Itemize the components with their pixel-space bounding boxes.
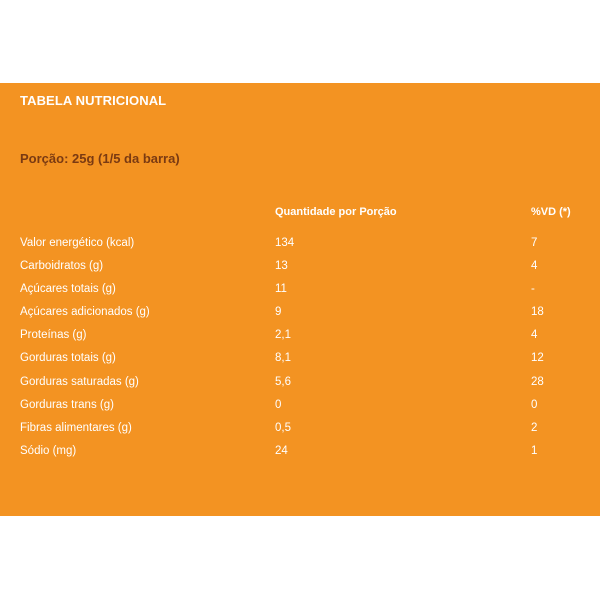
nutrient-quantity: 8,1 bbox=[275, 352, 291, 365]
nutrient-vd: 28 bbox=[531, 375, 544, 388]
nutrient-name: Carboidratos (g) bbox=[20, 260, 104, 273]
nutrient-vd: 2 bbox=[531, 421, 538, 434]
nutrient-vd: 4 bbox=[531, 329, 538, 342]
nutrient-vd: 4 bbox=[531, 260, 538, 273]
header-vd: %VD (*) bbox=[531, 206, 571, 218]
table-row bbox=[0, 445, 600, 468]
nutrient-name: Gorduras saturadas (g) bbox=[20, 375, 139, 388]
nutrient-vd: 1 bbox=[531, 444, 538, 457]
portion-size: Porção: 25g (1/5 da barra) bbox=[20, 151, 180, 166]
nutrient-name: Gorduras totais (g) bbox=[20, 352, 116, 365]
header-quantity: Quantidade por Porção bbox=[275, 206, 397, 218]
nutrient-vd: 7 bbox=[531, 237, 538, 249]
nutrient-quantity: 5,6 bbox=[275, 375, 291, 388]
nutrient-quantity: 0,5 bbox=[275, 421, 291, 434]
nutrition-panel bbox=[0, 83, 600, 516]
nutrient-name: Açúcares totais (g) bbox=[20, 283, 116, 296]
table-row bbox=[0, 376, 600, 399]
nutrient-quantity: 134 bbox=[275, 237, 295, 249]
nutrient-vd: 0 bbox=[531, 398, 538, 411]
nutrient-quantity: 9 bbox=[275, 306, 282, 319]
nutrient-quantity: 2,1 bbox=[275, 329, 291, 342]
table-row bbox=[0, 399, 600, 422]
nutrient-name: Fibras alimentares (g) bbox=[20, 421, 132, 434]
nutrient-quantity: 11 bbox=[275, 283, 287, 296]
nutrient-name: Proteínas (g) bbox=[20, 329, 87, 342]
nutrient-name: Valor energético (kcal) bbox=[20, 237, 135, 249]
table-row bbox=[0, 283, 600, 306]
nutrient-quantity: 0 bbox=[275, 398, 282, 411]
nutrient-vd: - bbox=[531, 283, 535, 296]
table-row bbox=[0, 237, 600, 260]
nutrient-name: Sódio (mg) bbox=[20, 444, 77, 457]
table-row bbox=[0, 329, 600, 352]
table-row bbox=[0, 306, 600, 329]
table-row bbox=[0, 422, 600, 445]
nutrient-quantity: 13 bbox=[275, 260, 288, 273]
nutrient-quantity: 24 bbox=[275, 444, 288, 457]
nutrient-vd: 18 bbox=[531, 306, 544, 319]
nutrient-vd: 12 bbox=[531, 352, 544, 365]
table-row bbox=[0, 352, 600, 375]
nutrient-name: Gorduras trans (g) bbox=[20, 398, 114, 411]
table-row bbox=[0, 260, 600, 283]
nutrition-rows bbox=[0, 237, 600, 468]
nutrient-name: Açúcares adicionados (g) bbox=[20, 306, 150, 319]
table-title: TABELA NUTRICIONAL bbox=[20, 93, 167, 108]
